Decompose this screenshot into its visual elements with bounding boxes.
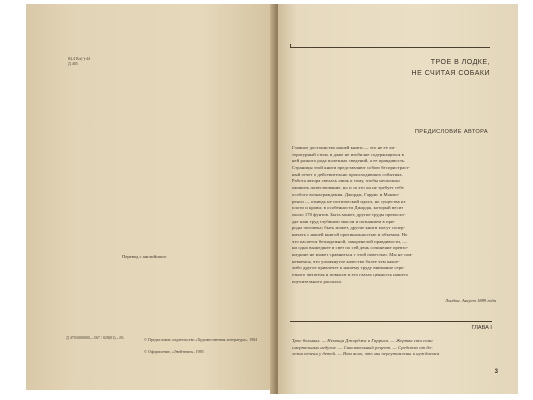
preface-line: плоти и крови; в особенности Джордж, который весит — [292, 205, 404, 211]
preface-line: что касается безнадежной, закоренелой правдивости, — — [292, 238, 408, 244]
imprint-copyright-design: © Оформление, «Эвейтюмн», 1985 — [144, 349, 204, 354]
summary-line: смертельных недугов. — Спасительный рецепт. — Средство от бо- — [292, 344, 433, 350]
preface-line: ней разного рода полезных сведений, а ее правдивость. — [292, 158, 406, 164]
chapter-label: ГЛАВА I — [471, 325, 492, 331]
preface-line: езного читателя и повысит в его глазах ценность нашего — [292, 272, 409, 278]
preface-line: Работа автора свелась лишь к тому, чтобы несколько — [292, 178, 400, 184]
preface-line: дят наш труд глубиною мысли и познанием в при- — [292, 218, 396, 224]
preface-heading: ПРЕДИСЛОВИЕ АВТОРА — [414, 129, 488, 135]
preface-line: ничать с нашей книгой оригинальностью и объемом. Но — [292, 231, 408, 237]
preface-line: шедшие не может сравниться с этой повестью. Мы не сом- — [292, 252, 413, 257]
preface-line: поучительного рассказа. — [292, 278, 342, 284]
catalog-code: 84.4 Вл(-)-44 — [68, 56, 90, 61]
preface-line: ный отчет о действительно происходивших событиях. — [292, 171, 404, 177]
summary-line: лезни печени у детей. — Нам ясно, что мы переутомлены и нуждаемся — [292, 351, 440, 357]
preface-line: около 170 фунтов. Быть может, другие труды превосхо- — [292, 211, 406, 217]
imprint-code: Д 4703000000—567 / 028(01)—83 — [66, 335, 124, 340]
imprint-copyright-preface: © Предисловие, издательство «Художественная литература», 1984 — [144, 337, 258, 342]
summary-line: Трое больных. — Немощи Джорджа и Гарриса. — Жертва ста семи — [292, 338, 433, 343]
catalog-index: Д 405 — [68, 61, 78, 66]
preface-line: либо другое привлечет к нашему труду внимание серь- — [292, 265, 405, 271]
page-number: 3 — [494, 369, 498, 375]
translation-note: Перевод с английского — [122, 254, 167, 259]
preface-line: ни одно вышедшее в свет по сей день сочинение превзо- — [292, 245, 409, 251]
book-title-line2: НЕ СЧИТАЯ СОБАКИ — [411, 70, 490, 77]
preface-line: Главное достоинство нашей книги — это не ее ли- — [292, 145, 396, 150]
preface-line: ренси — отнюдь не поэтический идеал, но существа из — [292, 198, 406, 204]
open-book — [8, 4, 526, 396]
left-page — [26, 4, 276, 390]
chapter-rule — [290, 321, 492, 322]
right-page — [278, 4, 518, 394]
chapter-summary — [292, 338, 439, 358]
preface-line: Страницы этой книги представляют собою беспристраст- — [292, 165, 411, 171]
preface-signature: Лондон. Август 1889 года — [444, 298, 496, 303]
title-rule-tick — [290, 44, 291, 48]
title-rule — [290, 47, 490, 48]
preface-line: неваемся, что упомянутое качество более чем какое- — [292, 258, 400, 264]
preface-line: особого вознаграждения. Джордж, Гаррис и Монмо- — [292, 191, 400, 197]
book-title-line1: ТРОЕ В ЛОДКЕ, — [430, 59, 490, 66]
preface-text — [292, 145, 413, 285]
preface-line: тературный стиль и даже не изобилие содержащихся в — [292, 151, 404, 157]
preface-line: роды человека; быть может, другие книги могут сопер- — [292, 225, 406, 231]
preface-line: оживить повествование, но и за это он не требует себе — [292, 185, 404, 191]
